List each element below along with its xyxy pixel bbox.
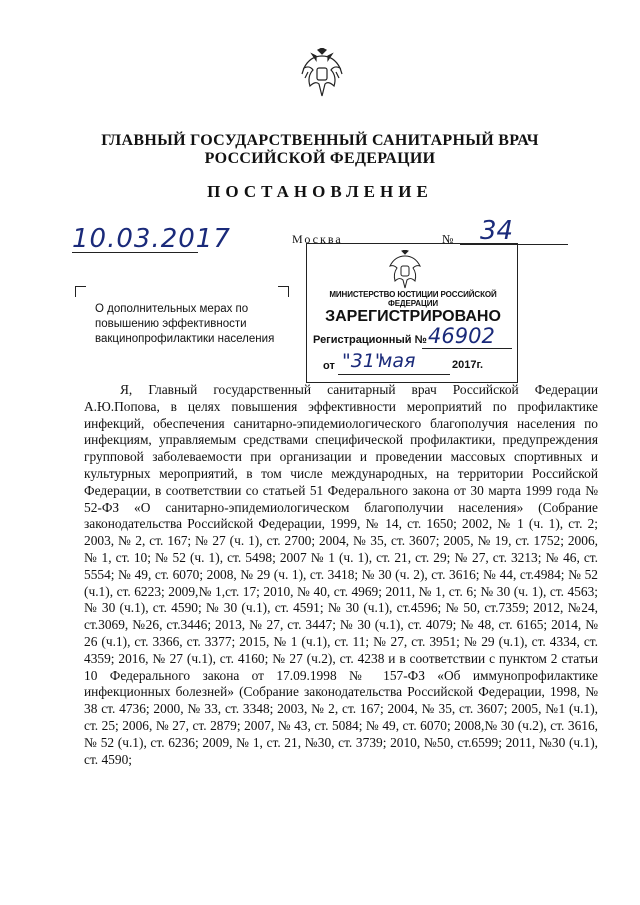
org-title-line1: ГЛАВНЫЙ ГОСУДАРСТВЕННЫЙ САНИТАРНЫЙ ВРАЧ <box>101 132 539 149</box>
date-underline <box>72 252 198 253</box>
document-type: ПОСТАНОВЛЕНИЕ <box>207 182 433 201</box>
stamp-date-underline <box>338 374 450 375</box>
stamp-date-year: 2017г. <box>452 359 484 371</box>
stamp-ministry: МИНИСТЕРСТВО ЮСТИЦИИ РОССИЙСКОЙ ФЕДЕРАЦИИ <box>329 290 497 308</box>
number-label: № <box>442 232 454 246</box>
body-paragraph: Я, Главный государственный санитарный врач Российской Федерации А.Ю.Попова, в целях повышения эффективности мероприятий по профилактике инфекций, обеспечения санитарно-эпидемиологического благополучия населения по инфекциям, управляемым средствами специфической профилактики, предупреждения групповой заболеваемости при организации и проведении массовых спортивных и культурных мероприятий, в том числе международных, на территории Российской Федерации, в соответствии со статьей 51 Федерального закона от 30 марта 1999 года № 52-ФЗ «О санитарно-эпидемиологическом благополучии населения» (Собрание законодательства Российской Федерации, 1999, № 14, ст. 1650; 2002, № 1 (ч. 1), ст. 2; 2003, № 2, ст. 167; № 27 (ч. 1), ст. 2700; 2004, № 35, ст. 3607; 2005, № 19, ст. 1752; 2006, № 1, ст. 10; № 52 (ч. 1), ст. 5498; 2007 № 1 (ч. 1), ст. 21, ст. 29; № 27, ст. 3213; № 46, ст. 5554; № 49, ст. 6070; 2008, № 29 (ч. 1), ст. 3418; № 30 (ч. 2), ст. 3616; № 44, ст.4984; № 52 (ч.1), ст. 6223; 2009,№ 1,ст. 17; 2010, № 40, ст. 4969; 2011, № 1, ст. 6; № 30 (ч. 1), ст. 4563; № 30 (ч.1), ст. 4590; № 30 (ч.1), ст. 4591; № 30 (ч.1), ст.4596; № 50, ст.7359; 2012, №24, ст.3069, №26, ст.3446; 2013, № 27, ст. 3447; № 30 (ч.1), ст. 4079; № 48, ст. 6165; 2014, № 26 (ч.1), ст. 3366, ст. 3377; 2015, № 1 (ч.1), ст. 11; № 27, ст. 3951; № 29 (ч.1), ст. 4334, ст. 4359; 2016, № 27 (ч.1), ст. 4160; № 27 (ч.2), ст. 4238 и в соответствии с пунктом 2 статьи 10 Федерального закона от 17.09.1998 № 157-ФЗ «Об иммунопрофилактике инфекционных болезней» (Собрание законодательства Российской Федерации, 1998, № 38 ст. 4736; 2000, № 33, ст. 3348; 2003, № 2, ст. 167; 2004, № 35, ст. 3607; 2005, №1 (ч.1), ст. 25; 2006, № 27, ст. 2879; 2007, № 43, ст. 5084; № 49, ст. 6070; 2008,№ 30 (ч.2), ст. 3616, № 52 (ч.1), ст. 6236; 2009, № 1, ст. 21, №30, ст. 3739; 2010, №50, ст.6599; 2011, №30 (ч.1), ст. 4590; <box>84 382 598 767</box>
coat-of-arms-icon <box>300 48 344 98</box>
stamp-date-day: "31" <box>342 350 384 372</box>
stamp-date-prefix: от <box>323 360 335 372</box>
stamp-reg-number: 46902 <box>428 324 495 348</box>
stamp-emblem-icon <box>385 250 425 290</box>
subject-bracket-left <box>75 286 86 297</box>
document-number: 34 <box>480 216 514 246</box>
subject-bracket-right <box>278 286 289 297</box>
stamp-registered: ЗАРЕГИСТРИРОВАНО <box>325 308 501 325</box>
city: Москва <box>292 232 343 246</box>
stamp-date-month: мая <box>378 350 416 372</box>
document-date: 10.03.2017 <box>72 224 231 254</box>
body-text <box>84 382 598 768</box>
document-subject: О дополнительных мерах по повышению эффективности вакцинопрофилактики населения <box>95 303 275 345</box>
stamp-reg-underline <box>422 348 512 349</box>
stamp-reg-label: Регистрационный № <box>313 334 427 346</box>
org-title-line2: РОССИЙСКОЙ ФЕДЕРАЦИИ <box>204 150 436 167</box>
